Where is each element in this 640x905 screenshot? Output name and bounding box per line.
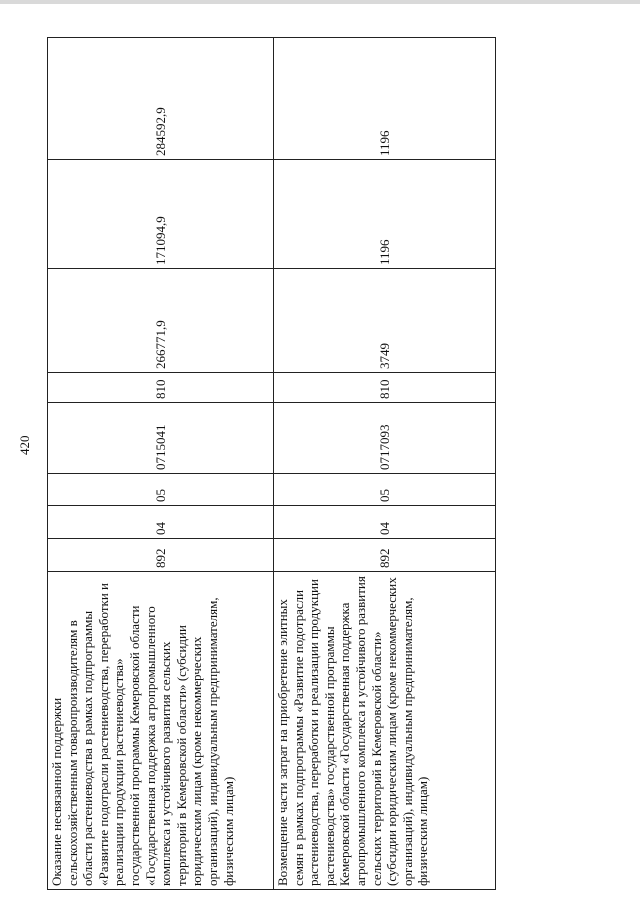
section-code: 04 — [274, 506, 496, 539]
row-description: Оказание несвязанной поддержки сельскохозяйственным товаропроизводителям в области растениеводства в рамках подпрограммы «Развитие подотрасли растениеводства, переработки и реализации продукции растениеводства» государственной программы Кемеровской области «Государственная поддержка агропромышленного комплекса и устойчивого развития сельских территорий в Кемеровской области» (субсидии юридическим лицам (кроме некоммерческих организаций), индивидуальным предпринимателям, физическим лицам) — [48, 572, 274, 890]
subsection-code: 05 — [48, 474, 274, 506]
expense-type-code: 810 — [48, 373, 274, 403]
row-description: Возмещение части затрат на приобретение элитных семян в рамках подпрограммы «Развитие подотрасли растениеводства, переработки и реализации продукции растениеводства» государственной программы Кемеровской области «Государственная поддержка агропромышленного комплекса и устойчивого развития сельских территорий в Кемеровской области» (субсидии юридическим лицам (кроме некоммерческих организаций), индивидуальным предпринимателям, физическим лицам) — [274, 572, 496, 890]
sum-year-2: 1196 — [274, 160, 496, 269]
sum-year-1: 3749 — [274, 269, 496, 373]
rotated-page — [17, 40, 498, 890]
budget-table — [47, 37, 496, 890]
table-row — [274, 38, 496, 890]
sum-year-3: 1196 — [274, 38, 496, 160]
target-article-code: 0715041 — [48, 403, 274, 474]
section-code: 04 — [48, 506, 274, 539]
ministry-code: 892 — [274, 539, 496, 572]
sum-year-2: 171094,9 — [48, 160, 274, 269]
table-row — [48, 38, 274, 890]
page-number: 420 — [17, 435, 32, 455]
sum-year-3: 284592,9 — [48, 38, 274, 160]
ministry-code: 892 — [48, 539, 274, 572]
expense-type-code: 810 — [274, 373, 496, 403]
subsection-code: 05 — [274, 474, 496, 506]
scan-top-edge — [0, 0, 640, 4]
sum-year-1: 266771,9 — [48, 269, 274, 373]
target-article-code: 0717093 — [274, 403, 496, 474]
